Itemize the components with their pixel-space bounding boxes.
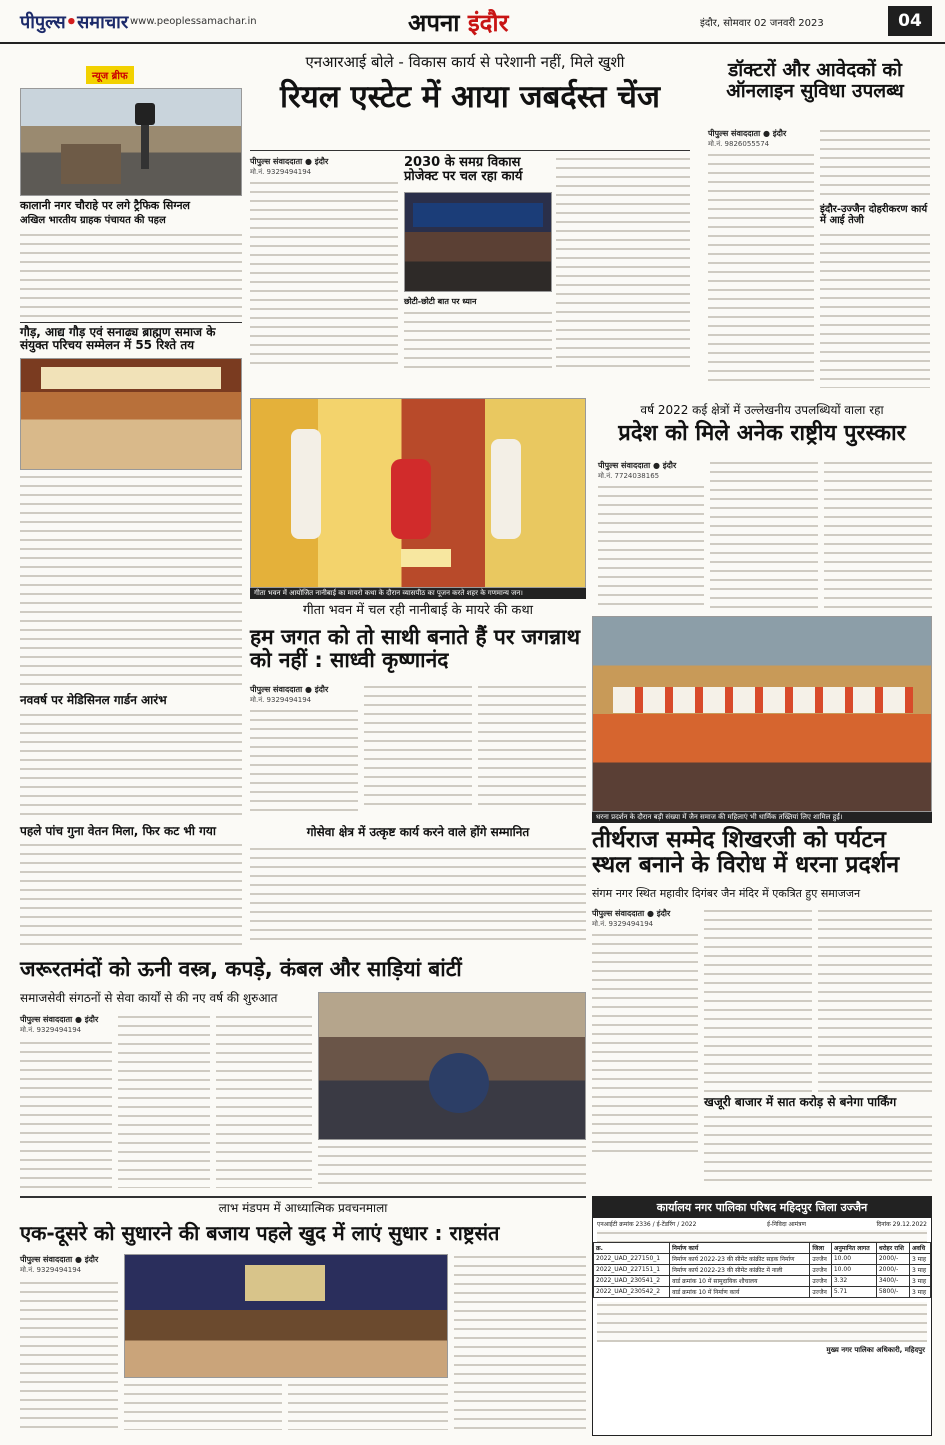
tender-notice — [592, 1196, 932, 1436]
tender-header-cell: निर्माण कार्य — [670, 1243, 810, 1254]
tender-ref: एनआईटी क्रमांक 2336 / ई-टेंडरिंग / 2022 — [597, 1221, 697, 1228]
pravachan-photo — [124, 1254, 448, 1378]
awards-body-col2 — [710, 460, 818, 610]
woolen-body-col2 — [118, 1014, 210, 1188]
doctors-body-col2 — [820, 128, 930, 200]
katha-headline[interactable]: हम जगत को तो साथी बनाते हैं पर जगन्नाथ को नहीं : साध्वी कृष्णानंद — [250, 625, 580, 673]
tender-cell: उज्जैन — [810, 1265, 831, 1276]
tender-title: कार्यालय नगर पालिका परिषद महिदपुर जिला उज्जैन — [593, 1197, 931, 1218]
katha-byline: पीपुल्स संवाददाता ● इंदौर — [250, 685, 329, 694]
parking-headline[interactable]: खजूरी बाजार में सात करोड़ से बनेगा पार्किंग — [704, 1095, 897, 1109]
woolen-body-col4 — [318, 1144, 586, 1188]
pravachan-headline[interactable]: एक-दूसरे को सुधारने की बजाय पहले खुद में लाएं सुधार : राष्ट्रसंत — [20, 1221, 500, 1245]
sammed-body-col3 — [818, 908, 932, 1094]
sammed-body-col2 — [704, 908, 812, 1094]
tender-signature: मुख्य नगर पालिका अधिकारी, महिदपुर — [826, 1346, 925, 1354]
tender-cell: 2000/- — [876, 1265, 909, 1276]
tender-cell: 3400/- — [876, 1276, 909, 1287]
woolen-body-col3 — [216, 1014, 312, 1188]
doctors-phone: मो.नं. 9826055574 — [708, 140, 770, 148]
tender-cell: उज्जैन — [810, 1276, 831, 1287]
s2-headline[interactable]: गौड़, आद्य गौड़ एवं सनाढ्य ब्राह्मण समाज के संयुक्त परिचय सम्मेलन में 55 रिश्ते तय — [20, 325, 216, 353]
top-phone: मो.नं. 9329494194 — [250, 168, 312, 176]
tender-table — [593, 1242, 931, 1298]
doctors-headline[interactable]: डॉक्टरों और आवेदकों को ऑनलाइन सुविधा उपलब्ध — [726, 59, 904, 102]
section-title: अपना इंदौर — [408, 9, 509, 37]
top-headline[interactable]: रियल एस्टेट में आया जबर्दस्त चेंज — [280, 79, 660, 115]
awards-byline: पीपुल्स संवाददाता ● इंदौर — [598, 461, 677, 470]
pravachan-byline: पीपुल्स संवाददाता ● इंदौर — [20, 1255, 99, 1264]
woolen-byline: पीपुल्स संवाददाता ● इंदौर — [20, 1015, 99, 1024]
woolen-phone: मो.नं. 9329494194 — [20, 1026, 82, 1034]
sammed-byline: पीपुल्स संवाददाता ● इंदौर — [592, 909, 671, 918]
tender-cell: 10.00 — [831, 1254, 876, 1265]
s1-subhead: अखिल भारतीय ग्राहक पंचायत की पहल — [20, 215, 166, 226]
brahmin-sammelan-photo — [20, 358, 242, 470]
s4-headline[interactable]: पहले पांच गुना वेतन मिला, फिर कट भी गया — [20, 824, 216, 838]
doubling-body — [820, 232, 930, 388]
tender-cell: 2022_UAD_227151_1 — [594, 1265, 670, 1276]
pravachan-phone: मो.नं. 9329494194 — [20, 1266, 82, 1274]
woolen-distribution-photo — [318, 992, 586, 1140]
tender-cell: 3.32 — [831, 1276, 876, 1287]
top-body-col1 — [250, 180, 398, 370]
tender-cell: निर्माण कार्य 2022-23 की सीमेंट कांक्रीट सड़क निर्माण — [670, 1254, 810, 1265]
top-byline: पीपुल्स संवाददाता ● इंदौर — [250, 157, 329, 166]
pravachan-body-col3 — [288, 1382, 448, 1430]
s3-headline[interactable]: नववर्ष पर मेडिसिनल गार्डन आरंभ — [20, 693, 167, 707]
tender-cell: वार्ड क्रमांक 10 में सामुदायिक शौचालय — [670, 1276, 810, 1287]
doctors-body-col1 — [708, 152, 814, 388]
tender-cell: 2022_UAD_230541_2 — [594, 1276, 670, 1287]
divider — [20, 322, 242, 323]
katha-phone: मो.नं. 9329494194 — [250, 696, 312, 704]
s4-body — [20, 842, 242, 950]
sammed-subhead: संगम नगर स्थित महावीर दिगंबर जैन मंदिर में एकत्रित हुए समाजजन — [592, 887, 861, 900]
traffic-photo — [20, 88, 242, 196]
pravachan-body-col1 — [20, 1280, 118, 1430]
awards-body-col1 — [598, 484, 704, 610]
s3-body — [20, 712, 242, 822]
top-inset-caption: छोटी-छोटी बात पर ध्यान — [404, 297, 477, 306]
tender-cell: वार्ड क्रमांक 10 में निर्माण कार्य — [670, 1287, 810, 1298]
doctors-byline: पीपुल्स संवाददाता ● इंदौर — [708, 129, 787, 138]
s2-body — [20, 474, 242, 692]
katha-body-col1 — [250, 708, 358, 812]
site-url[interactable]: www.peoplessamachar.in — [130, 16, 257, 27]
woolen-headline[interactable]: जरूरतमंदों को ऊनी वस्त्र, कपड़े, कंबल और साड़ियां बांटीं — [20, 957, 462, 981]
tender-cell: उज्जैन — [810, 1287, 831, 1298]
tender-cell: 3 माह — [909, 1265, 930, 1276]
tender-row — [594, 1254, 931, 1265]
top-inset-headline: 2030 के समग्र विकास प्रोजेक्ट पर चल रहा कार्य — [404, 155, 523, 185]
gosewa-headline[interactable]: गोसेवा क्षेत्र में उत्कृष्ट कार्य करने वाले होंगे सम्मानित — [306, 825, 530, 839]
tender-cell: 2000/- — [876, 1254, 909, 1265]
sammed-protest-photo — [592, 616, 932, 812]
top-kicker: एनआरआई बोले - विकास कार्य से परेशानी नहीं, मिले खुशी — [305, 53, 625, 71]
nri-event-photo — [404, 192, 552, 292]
s1-body — [20, 232, 242, 320]
issue-date: इंदौर, सोमवार 02 जनवरी 2023 — [700, 18, 824, 29]
awards-body-col3 — [824, 460, 932, 610]
doubling-subhead[interactable]: इंदौर-उज्जैन दोहरीकरण कार्य में आई तेजी — [820, 204, 928, 226]
tender-cell: 5.71 — [831, 1287, 876, 1298]
gosewa-body — [250, 846, 586, 946]
sammed-phone: मो.नं. 9329494194 — [592, 920, 654, 928]
parking-body — [704, 1114, 932, 1188]
geeta-photo-caption: गीता भवन में आयोजित नानीबाई का मायरो कथा के दौरान व्यासपीठ का पूजन करते शहर के गणमान्य जन। — [250, 588, 586, 599]
awards-kicker: वर्ष 2022 कई क्षेत्रों में उल्लेखनीय उपलब्धियों वाला रहा — [640, 403, 884, 417]
tender-cell: 3 माह — [909, 1287, 930, 1298]
tender-cell: उज्जैन — [810, 1254, 831, 1265]
sammed-headline[interactable]: तीर्थराज सम्मेद शिखरजी को पर्यटन स्थल बनाने के विरोध में धरना प्रदर्शन — [592, 827, 900, 879]
divider — [20, 1196, 586, 1198]
tender-cell: निर्माण कार्य 2022-23 की सीमेंट कांक्रीट में नाली — [670, 1265, 810, 1276]
awards-headline[interactable]: प्रदेश को मिले अनेक राष्ट्रीय पुरस्कार — [618, 421, 906, 446]
tender-mode: ई-निविदा आमंत्रण — [767, 1221, 806, 1228]
tender-row — [594, 1287, 931, 1298]
news-brief-tag: न्यूज ब्रीफ — [86, 66, 134, 84]
awards-phone: मो.नं. 7724038165 — [598, 472, 660, 480]
woolen-subhead: समाजसेवी संगठनों से सेवा कार्यों से की नए वर्ष की शुरुआत — [20, 991, 278, 1005]
tender-row — [594, 1265, 931, 1276]
katha-body-col2 — [364, 684, 472, 812]
s1-headline[interactable]: कालानी नगर चौराहे पर लगे ट्रैफिक सिग्नल — [20, 199, 191, 212]
tender-header-cell: अवधि — [909, 1243, 930, 1254]
katha-kicker: गीता भवन में चल रही नानीबाई के मायरे की कथा — [303, 603, 533, 618]
pravachan-body-col4 — [454, 1254, 586, 1430]
pravachan-body-col2 — [124, 1382, 282, 1430]
tender-header-cell: क्र. — [594, 1243, 670, 1254]
pravachan-kicker: लाभ मंडपम में आध्यात्मिक प्रवचनमाला — [218, 1201, 388, 1215]
tender-cell: 2022_UAD_230542_2 — [594, 1287, 670, 1298]
tender-header-cell: धरोहर राशि — [876, 1243, 909, 1254]
geeta-bhawan-photo — [250, 398, 586, 588]
tender-header-cell: जिला — [810, 1243, 831, 1254]
katha-body-col3 — [478, 684, 586, 812]
tender-cell: 2022_UAD_227150_1 — [594, 1254, 670, 1265]
brand-logo: पीपुल्स•समाचार — [20, 12, 129, 33]
divider — [250, 150, 690, 151]
top-body-col3 — [556, 156, 690, 370]
tender-cell: 3 माह — [909, 1276, 930, 1287]
woolen-body-col1 — [20, 1040, 112, 1188]
sammed-photo-caption: धरना प्रदर्शन के दौरान बड़ी संख्या में जैन समाज की महिलाएं भी धार्मिक तख्तियां लिए शामिल हुईं। — [592, 812, 932, 823]
tender-row — [594, 1276, 931, 1287]
tender-date: दिनांक 29.12.2022 — [876, 1221, 927, 1228]
tender-header-cell: अनुमानित लागत — [831, 1243, 876, 1254]
tender-cell: 10.00 — [831, 1265, 876, 1276]
tender-cell: 3 माह — [909, 1254, 930, 1265]
tender-intro — [597, 1230, 927, 1242]
tender-conditions — [597, 1302, 927, 1342]
top-body-col2 — [404, 310, 552, 370]
tender-cell: 5800/- — [876, 1287, 909, 1298]
sammed-body-col1 — [592, 932, 698, 1152]
page-number: 04 — [888, 6, 932, 36]
